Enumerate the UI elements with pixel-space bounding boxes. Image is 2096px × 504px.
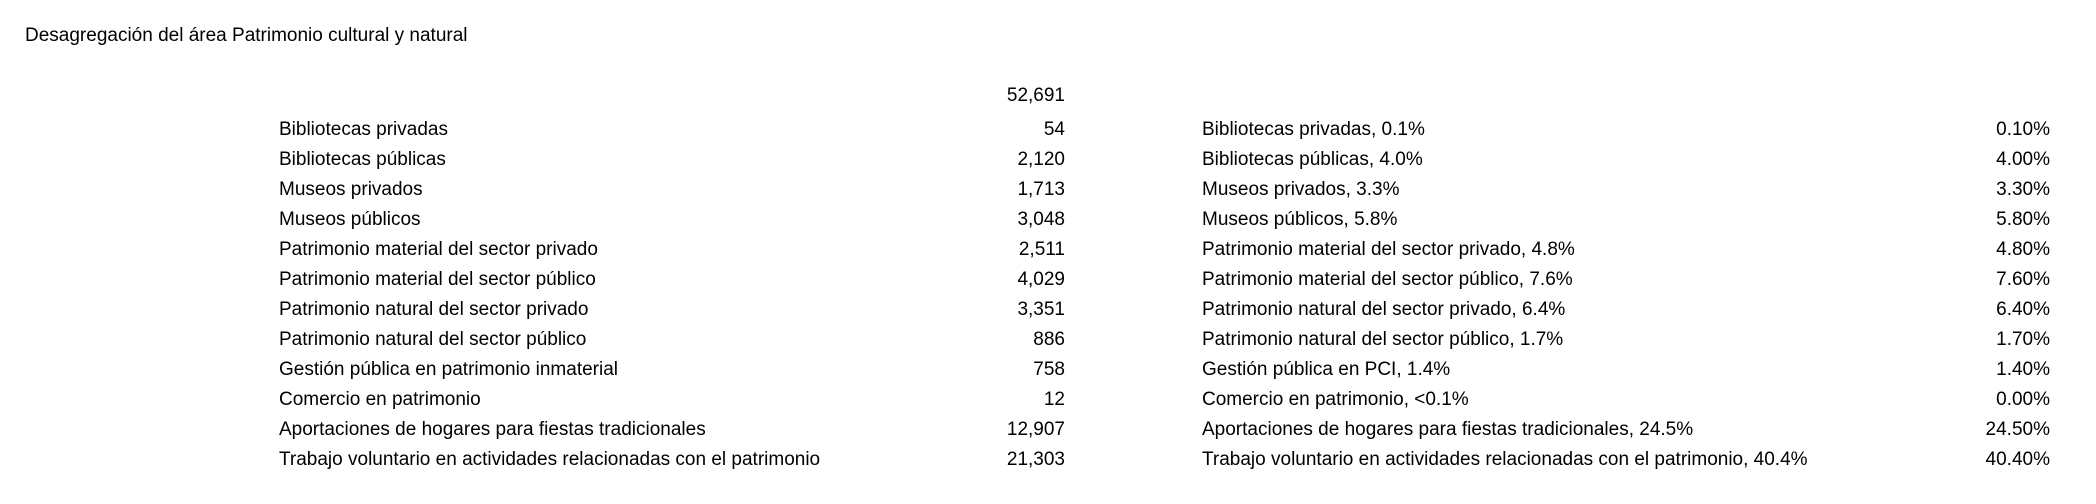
table-row (0, 115, 2096, 145)
category-name: Aportaciones de hogares para fiestas tradicionales (279, 419, 706, 440)
category-value: 12 (1043, 389, 1065, 410)
category-value: 2,511 (1018, 239, 1065, 260)
category-label: Gestión pública en PCI, 1.4% (1202, 359, 1451, 380)
category-percent: 40.40% (1985, 449, 2050, 470)
category-percent: 3.30% (1996, 179, 2050, 200)
category-name: Comercio en patrimonio (279, 389, 481, 410)
category-label: Bibliotecas privadas, 0.1% (1202, 119, 1425, 140)
data-table (0, 115, 2096, 475)
table-row (0, 265, 2096, 295)
total-value: 52,691 (1006, 85, 1065, 106)
category-label: Patrimonio material del sector privado, 4.8% (1202, 239, 1575, 260)
category-label: Patrimonio natural del sector público, 1.7% (1202, 329, 1564, 350)
category-value: 886 (1033, 329, 1065, 350)
table-row (0, 445, 2096, 475)
table-row (0, 385, 2096, 415)
category-label: Museos privados, 3.3% (1202, 179, 1400, 200)
category-name: Patrimonio natural del sector privado (279, 299, 589, 320)
category-percent: 5.80% (1996, 209, 2050, 230)
category-name: Gestión pública en patrimonio inmaterial (279, 359, 619, 380)
category-percent: 24.50% (1985, 419, 2050, 440)
table-row (0, 415, 2096, 445)
category-label: Patrimonio natural del sector privado, 6.4% (1202, 299, 1566, 320)
table-row (0, 355, 2096, 385)
category-value: 3,351 (1017, 299, 1065, 320)
category-value: 3,048 (1017, 209, 1065, 230)
table-row (0, 295, 2096, 325)
category-name: Patrimonio material del sector privado (279, 239, 598, 260)
category-name: Trabajo voluntario en actividades relacionadas con el patrimonio (279, 449, 821, 470)
category-label: Comercio en patrimonio, <0.1% (1202, 389, 1469, 410)
category-value: 12,907 (1006, 419, 1065, 440)
category-value: 2,120 (1017, 149, 1065, 170)
category-label: Bibliotecas públicas, 4.0% (1202, 149, 1423, 170)
category-label: Trabajo voluntario en actividades relacionadas con el patrimonio, 40.4% (1202, 449, 1808, 470)
category-label: Museos públicos, 5.8% (1202, 209, 1398, 230)
category-name: Bibliotecas públicas (279, 149, 446, 170)
category-percent: 7.60% (1996, 269, 2050, 290)
category-value: 4,029 (1017, 269, 1065, 290)
category-value: 21,303 (1006, 449, 1065, 470)
page-title: Desagregación del área Patrimonio cultural y natural (25, 25, 468, 46)
category-value: 1,713 (1017, 179, 1065, 200)
category-name: Museos públicos (279, 209, 421, 230)
category-percent: 4.00% (1996, 149, 2050, 170)
table-row (0, 235, 2096, 265)
category-percent: 1.40% (1996, 359, 2050, 380)
category-name: Patrimonio natural del sector público (279, 329, 587, 350)
category-percent: 0.00% (1996, 389, 2050, 410)
category-name: Museos privados (279, 179, 423, 200)
category-percent: 4.80% (1996, 239, 2050, 260)
table-row (0, 175, 2096, 205)
category-label: Patrimonio material del sector público, 7.6% (1202, 269, 1573, 290)
category-percent: 6.40% (1996, 299, 2050, 320)
category-percent: 1.70% (1996, 329, 2050, 350)
category-percent: 0.10% (1996, 119, 2050, 140)
table-row (0, 325, 2096, 355)
table-row (0, 145, 2096, 175)
category-value: 758 (1033, 359, 1065, 380)
category-name: Bibliotecas privadas (279, 119, 448, 140)
table-row (0, 205, 2096, 235)
category-name: Patrimonio material del sector público (279, 269, 596, 290)
category-label: Aportaciones de hogares para fiestas tradicionales, 24.5% (1202, 419, 1694, 440)
category-value: 54 (1043, 119, 1065, 140)
